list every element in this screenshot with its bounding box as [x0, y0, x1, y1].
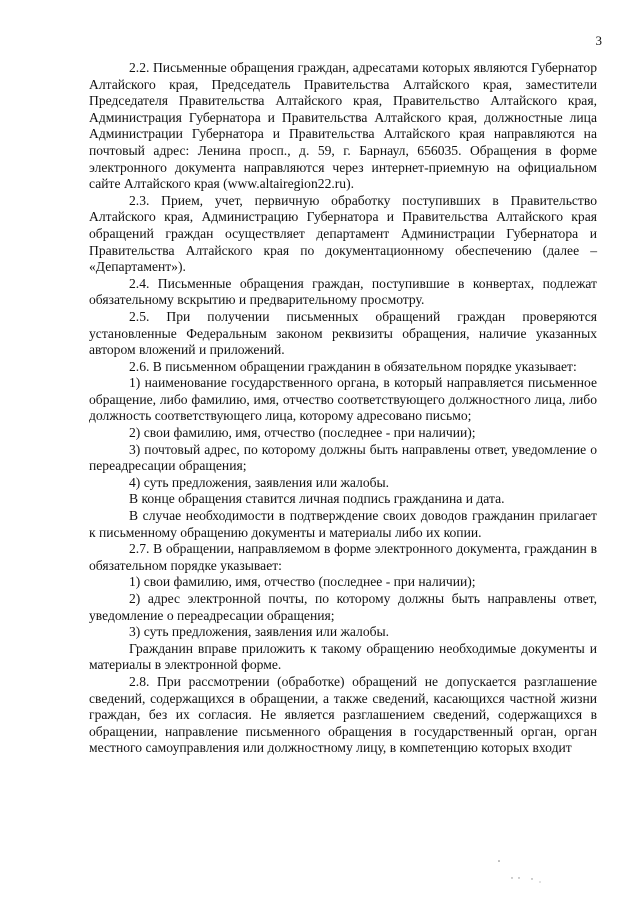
paragraph-attachments-note: В случае необходимости в подтверждение своих доводов гражданин прилагает к письменному обращению документы и материалы либо их копии.: [89, 508, 597, 540]
scan-dot: [511, 877, 512, 878]
document-body: [89, 60, 597, 757]
paragraph-2-6: 2.6. В письменном обращении гражданин в обязательном порядке указывает:: [129, 358, 577, 374]
paragraph-2-6-item-2: 2) свои фамилию, имя, отчество (последнее - при наличии);: [129, 425, 476, 441]
scan-dot: [498, 860, 500, 862]
scan-dot: [518, 877, 519, 878]
paragraph-2-7: 2.7. В обращении, направляемом в форме электронного документа, гражданин в обязательном порядке указывает:: [89, 541, 597, 573]
paragraph-signature-note: В конце обращения ставится личная подпись гражданина и дата.: [129, 491, 505, 507]
paragraph-electronic-attachments: Гражданин вправе приложить к такому обращению необходимые документы и материалы в электронной форме.: [89, 640, 597, 673]
paragraph-2-6-item-1: 1) наименование государственного органа, в который направляется письменное обращение, либо фамилию, имя, отчество соответствующего должностного лица, либо должность соответствующего лица, которому адресовано письмо;: [89, 375, 597, 424]
paragraph-2-5: 2.5. При получении письменных обращений граждан проверяются установленные Федеральным законом реквизиты обращения, наличие указанных автором вложений и приложений.: [89, 308, 597, 358]
paragraph-2-6-item-4: 4) суть предложения, заявления или жалобы.: [129, 474, 390, 490]
paragraph-2-2: 2.2. Письменные обращения граждан, адресатами которых являются Губернатор Алтайского края, Председатель Правительства Алтайского края, заместители Председателя Правительства Алтайского края, Правительство Алтайского края, Администрация Губернатора и Правительства Алтайского края, должностные лица Администрации Губернатора и Правительства Алтайского края направляются на почтовый адрес: Ленина просп., д. 59, г. Барнаул, 656035. Обращения в форме электронного документа направляются через интернет-приемную на официальном сайте Алтайского края (www.altairegion22.ru).: [89, 60, 597, 192]
paragraph-2-6-item-3: 3) почтовый адрес, по которому должны быть направлены ответ, уведомление о переадресации обращения;: [89, 441, 597, 474]
paragraph-2-4: 2.4. Письменные обращения граждан, поступившие в конвертах, подлежат обязательному вскрытию и предварительному просмотру.: [89, 275, 597, 308]
scan-dot: [539, 881, 540, 882]
scan-noise: [485, 858, 555, 888]
paragraph-2-3: 2.3. Прием, учет, первичную обработку поступивших в Правительство Алтайского края, Администрацию Губернатора и Правительства Алтайского края обращений граждан осуществляет департамент Администрации Губернатора и Правительства Алтайского края по документационному обеспечению (далее – «Департамент»).: [89, 192, 597, 275]
paragraph-2-7-item-3: 3) суть предложения, заявления или жалобы.: [129, 624, 390, 640]
paragraph-2-8: 2.8. При рассмотрении (обработке) обращений не допускается разглашение сведений, содержащихся в обращении, а также сведений, касающихся частной жизни граждан, без их согласия. Не является разглашением сведений, содержащихся в обращении, направление письменного обращения в государственный орган, орган местного самоуправления или должностному лицу, в компетенцию которых входит: [89, 673, 597, 756]
page-number: 3: [595, 33, 602, 48]
paragraph-2-7-item-2: 2) адрес электронной почты, по которому должны быть направлены ответ, уведомление о переадресации обращения;: [89, 591, 597, 623]
paragraph-2-7-item-1: 1) свои фамилию, имя, отчество (последнее - при наличии);: [129, 574, 476, 590]
scan-dot: [531, 878, 532, 879]
